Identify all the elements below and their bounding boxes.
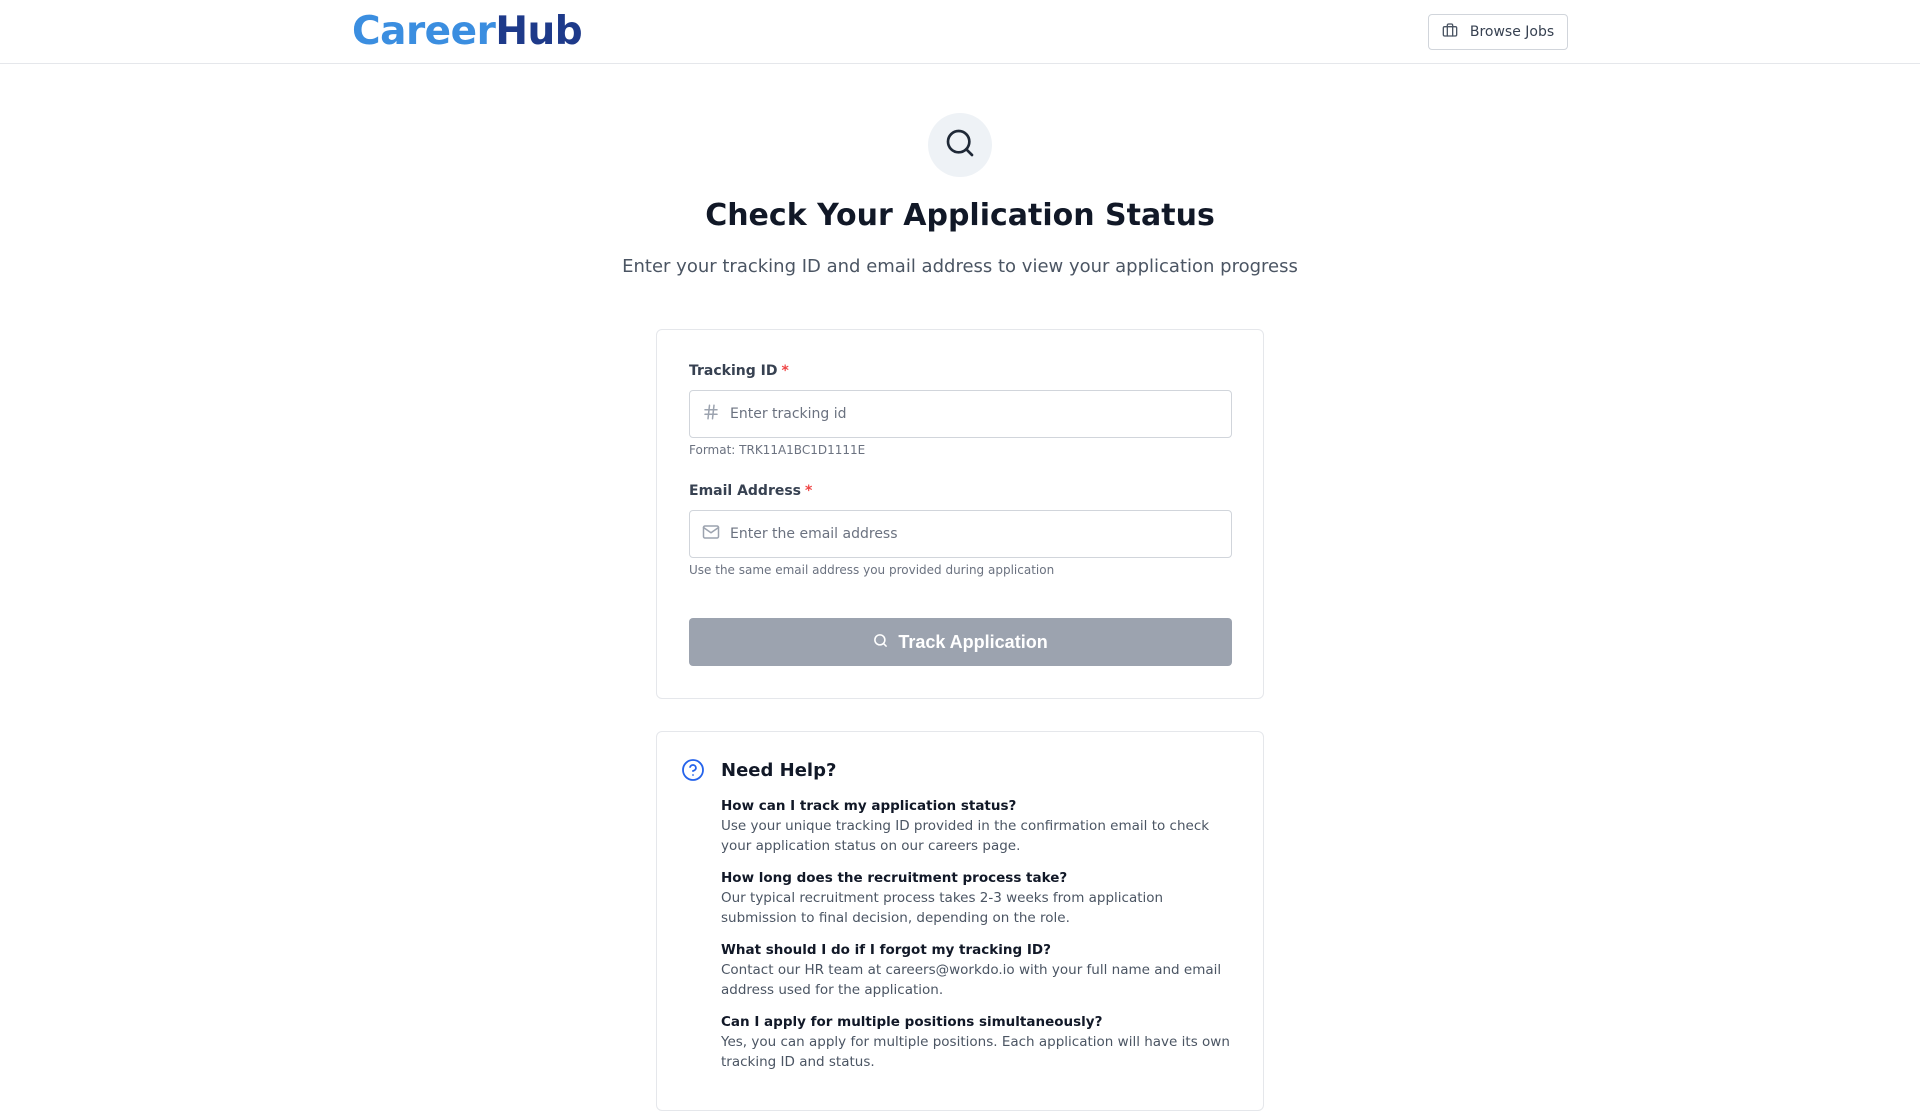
careerhub-logo[interactable] bbox=[352, 6, 582, 56]
faq-answer: Yes, you can apply for multiple positions. Each application will have its own tracking ID and status. bbox=[721, 1034, 1230, 1070]
faq-item bbox=[721, 1012, 1241, 1072]
faq-answer: Use your unique tracking ID provided in the confirmation email to check your application status on our careers page. bbox=[721, 818, 1210, 854]
page-subtitle: Enter your tracking ID and email address to view your application progress bbox=[622, 256, 1298, 277]
tracking-form-card bbox=[656, 329, 1264, 699]
track-application-label: Track Application bbox=[898, 631, 1048, 652]
faq-question: How long does the recruitment process take? bbox=[721, 870, 1068, 886]
required-marker: * bbox=[781, 363, 789, 379]
faq-item bbox=[721, 940, 1241, 1000]
browse-jobs-label: Browse Jobs bbox=[1469, 24, 1555, 40]
tracking-id-hint: Format: TRK11A1BC1D1111E bbox=[689, 443, 866, 457]
track-application-button[interactable] bbox=[689, 618, 1232, 666]
tracking-id-label-text: Tracking ID bbox=[689, 363, 778, 379]
faq-question: Can I apply for multiple positions simultaneously? bbox=[721, 1014, 1103, 1030]
briefcase-icon bbox=[1442, 22, 1458, 42]
page-title: Check Your Application Status bbox=[705, 198, 1215, 233]
logo-text-hub: Hub bbox=[495, 8, 583, 54]
hash-icon bbox=[702, 403, 720, 425]
search-icon bbox=[944, 127, 976, 163]
faq-question: How can I track my application status? bbox=[721, 798, 1017, 814]
hero-search-icon-circle bbox=[928, 113, 992, 177]
email-label bbox=[689, 483, 812, 499]
faq-answer: Contact our HR team at careers@workdo.io with your full name and email address used for the application. bbox=[721, 962, 1222, 998]
faq-answer: Our typical recruitment process takes 2-3 weeks from application submission to final decision, depending on the role. bbox=[721, 890, 1164, 926]
tracking-id-field[interactable] bbox=[689, 390, 1232, 438]
question-circle-icon bbox=[681, 758, 705, 786]
tracking-id-label bbox=[689, 363, 789, 379]
email-input[interactable] bbox=[730, 526, 1210, 542]
help-title: Need Help? bbox=[721, 760, 837, 781]
email-field[interactable] bbox=[689, 510, 1232, 558]
site-header bbox=[0, 0, 1920, 64]
mail-icon bbox=[702, 523, 720, 545]
faq-item bbox=[721, 796, 1241, 856]
help-card bbox=[656, 731, 1264, 1111]
required-marker: * bbox=[805, 483, 813, 499]
browse-jobs-button[interactable] bbox=[1428, 14, 1568, 50]
search-icon bbox=[873, 632, 888, 653]
faq-item bbox=[721, 868, 1241, 928]
faq-question: What should I do if I forgot my tracking ID? bbox=[721, 942, 1051, 958]
email-hint: Use the same email address you provided during application bbox=[689, 563, 1055, 577]
email-label-text: Email Address bbox=[689, 483, 802, 499]
tracking-id-input[interactable] bbox=[730, 406, 1210, 422]
logo-text-career: Career bbox=[352, 8, 496, 54]
